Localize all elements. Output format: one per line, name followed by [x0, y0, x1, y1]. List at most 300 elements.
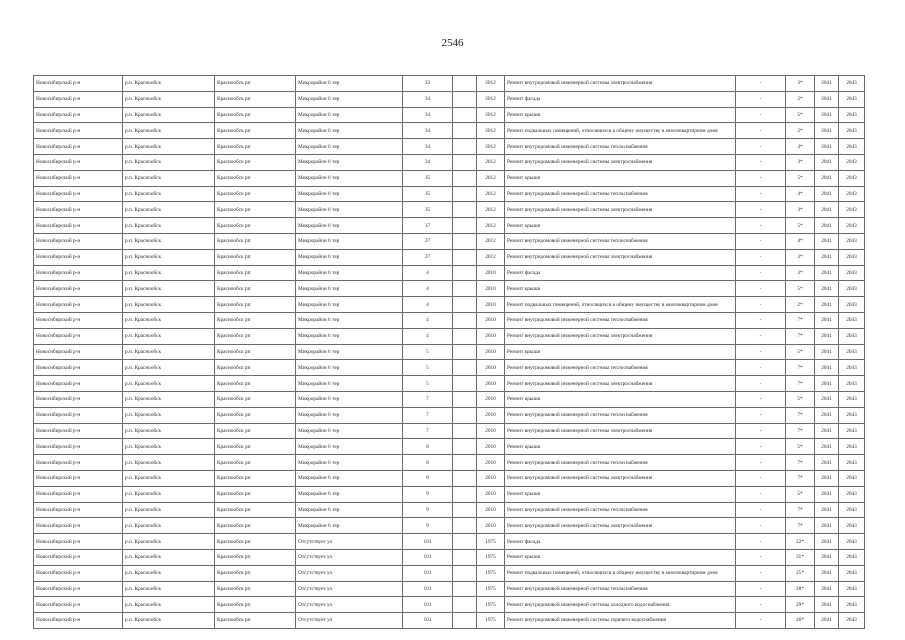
period-end-cell: 2043 [839, 233, 865, 249]
work-type-cell: Ремонт фасада [505, 534, 736, 550]
dash-cell: - [736, 186, 786, 202]
period-end-cell: 2043 [839, 360, 865, 376]
street-cell: Микрорайон 6 тер [296, 344, 403, 360]
period-end-cell: 2043 [839, 565, 865, 581]
table-row [34, 139, 865, 155]
work-type-cell: Ремонт внутридомовой инженерной системы холодного водоснабжения [505, 597, 736, 613]
settlement-cell: р.п. Краснообск [123, 581, 215, 597]
district-cell: Новосибирский р-н [34, 139, 123, 155]
settlement-cell: р.п. Краснообск [123, 597, 215, 613]
cost-cell: 5* [786, 439, 815, 455]
work-type-cell: Ремонт крыши [505, 107, 736, 123]
empty-cell [453, 297, 477, 313]
settlement-cell: р.п. Краснообск [123, 123, 215, 139]
cost-cell: 5* [786, 281, 815, 297]
district-cell: Новосибирский р-н [34, 265, 123, 281]
commission-year-cell: 1975 [477, 581, 505, 597]
empty-cell [453, 154, 477, 170]
commission-year-cell: 2012 [477, 107, 505, 123]
work-type-cell: Ремонт внутридомовой инженерной системы электроснабжения [505, 518, 736, 534]
cost-cell: 28* [786, 581, 815, 597]
cost-cell: 4* [786, 186, 815, 202]
table-row [34, 597, 865, 613]
period-start-cell: 2041 [815, 549, 839, 565]
locality-cell: Краснообск рп [215, 91, 296, 107]
period-start-cell: 2041 [815, 502, 839, 518]
work-type-cell: Ремонт подвальных помещений, относящихся к общему имуществу в многоквартирном доме [505, 565, 736, 581]
district-cell: Новосибирский р-н [34, 281, 123, 297]
cost-cell: 3* [786, 202, 815, 218]
settlement-cell: р.п. Краснообск [123, 170, 215, 186]
dash-cell: - [736, 233, 786, 249]
locality-cell: Краснообск рп [215, 581, 296, 597]
house-number-cell: 4 [403, 265, 453, 281]
table-row [34, 455, 865, 471]
work-type-cell: Ремонт внутридомовой инженерной системы теплоснабжения [505, 502, 736, 518]
commission-year-cell: 2010 [477, 312, 505, 328]
cost-cell: 7* [786, 407, 815, 423]
period-start-cell: 2041 [815, 249, 839, 265]
street-cell: Микрорайон 6 тер [296, 407, 403, 423]
capital-repair-table [33, 75, 865, 629]
district-cell: Новосибирский р-н [34, 328, 123, 344]
period-end-cell: 2043 [839, 423, 865, 439]
house-number-cell: 35 [403, 170, 453, 186]
settlement-cell: р.п. Краснообск [123, 391, 215, 407]
commission-year-cell: 1975 [477, 597, 505, 613]
district-cell: Новосибирский р-н [34, 407, 123, 423]
house-number-cell: 7 [403, 391, 453, 407]
table-row [34, 613, 865, 629]
table-row [34, 312, 865, 328]
period-end-cell: 2043 [839, 344, 865, 360]
commission-year-cell: 2010 [477, 518, 505, 534]
empty-cell [453, 486, 477, 502]
dash-cell: - [736, 139, 786, 155]
period-start-cell: 2041 [815, 107, 839, 123]
dash-cell: - [736, 328, 786, 344]
period-end-cell: 2043 [839, 76, 865, 92]
street-cell: Отсутствует ул [296, 565, 403, 581]
period-start-cell: 2041 [815, 202, 839, 218]
commission-year-cell: 2012 [477, 170, 505, 186]
empty-cell [453, 565, 477, 581]
house-number-cell: 9 [403, 518, 453, 534]
period-start-cell: 2041 [815, 376, 839, 392]
district-cell: Новосибирский р-н [34, 91, 123, 107]
period-end-cell: 2043 [839, 91, 865, 107]
cost-cell: 3* [786, 265, 815, 281]
cost-cell: 4* [786, 139, 815, 155]
period-end-cell: 2043 [839, 139, 865, 155]
period-start-cell: 2041 [815, 360, 839, 376]
district-cell: Новосибирский р-н [34, 312, 123, 328]
house-number-cell: 34 [403, 107, 453, 123]
settlement-cell: р.п. Краснообск [123, 613, 215, 629]
cost-cell: 7* [786, 470, 815, 486]
work-type-cell: Ремонт подвальных помещений, относящихся к общему имуществу в многоквартирном доме [505, 297, 736, 313]
table-row [34, 154, 865, 170]
house-number-cell: 35 [403, 186, 453, 202]
street-cell: Микрорайон 6 тер [296, 218, 403, 234]
empty-cell [453, 455, 477, 471]
work-type-cell: Ремонт внутридомовой инженерной системы теплоснабжения [505, 233, 736, 249]
commission-year-cell: 2010 [477, 486, 505, 502]
locality-cell: Краснообск рп [215, 534, 296, 550]
street-cell: Микрорайон 6 тер [296, 502, 403, 518]
district-cell: Новосибирский р-н [34, 455, 123, 471]
cost-cell: 7* [786, 455, 815, 471]
street-cell: Микрорайон 6 тер [296, 328, 403, 344]
settlement-cell: р.п. Краснообск [123, 154, 215, 170]
table-row [34, 391, 865, 407]
table-row [34, 76, 865, 92]
house-number-cell: 34 [403, 91, 453, 107]
settlement-cell: р.п. Краснообск [123, 186, 215, 202]
period-end-cell: 2043 [839, 107, 865, 123]
locality-cell: Краснообск рп [215, 502, 296, 518]
table-row [34, 486, 865, 502]
empty-cell [453, 344, 477, 360]
work-type-cell: Ремонт внутридомовой инженерной системы электроснабжения [505, 328, 736, 344]
street-cell: Отсутствует ул [296, 549, 403, 565]
empty-cell [453, 391, 477, 407]
settlement-cell: р.п. Краснообск [123, 407, 215, 423]
commission-year-cell: 2012 [477, 249, 505, 265]
cost-cell: 7* [786, 518, 815, 534]
empty-cell [453, 312, 477, 328]
period-end-cell: 2043 [839, 297, 865, 313]
cost-cell: 7* [786, 423, 815, 439]
empty-cell [453, 249, 477, 265]
district-cell: Новосибирский р-н [34, 534, 123, 550]
locality-cell: Краснообск рп [215, 297, 296, 313]
table-row [34, 328, 865, 344]
work-type-cell: Ремонт внутридомовой инженерной системы электроснабжения [505, 423, 736, 439]
cost-cell: 22* [786, 534, 815, 550]
empty-cell [453, 123, 477, 139]
street-cell: Микрорайон 6 тер [296, 76, 403, 92]
work-type-cell: Ремонт внутридомовой инженерной системы теплоснабжения [505, 407, 736, 423]
locality-cell: Краснообск рп [215, 312, 296, 328]
street-cell: Микрорайон 6 тер [296, 423, 403, 439]
house-number-cell: 7 [403, 423, 453, 439]
work-type-cell: Ремонт крыши [505, 391, 736, 407]
locality-cell: Краснообск рп [215, 439, 296, 455]
period-start-cell: 2041 [815, 534, 839, 550]
table-row [34, 439, 865, 455]
period-start-cell: 2041 [815, 407, 839, 423]
dash-cell: - [736, 154, 786, 170]
street-cell: Микрорайон 6 тер [296, 139, 403, 155]
dash-cell: - [736, 581, 786, 597]
settlement-cell: р.п. Краснообск [123, 360, 215, 376]
settlement-cell: р.п. Краснообск [123, 328, 215, 344]
table-row [34, 565, 865, 581]
locality-cell: Краснообск рп [215, 170, 296, 186]
empty-cell [453, 202, 477, 218]
empty-cell [453, 534, 477, 550]
work-type-cell: Ремонт внутридомовой инженерной системы горячего водоснабжения [505, 613, 736, 629]
table-row [34, 407, 865, 423]
cost-cell: 3* [786, 76, 815, 92]
street-cell: Микрорайон 6 тер [296, 107, 403, 123]
work-type-cell: Ремонт крыши [505, 549, 736, 565]
locality-cell: Краснообск рп [215, 565, 296, 581]
street-cell: Микрорайон 6 тер [296, 154, 403, 170]
period-start-cell: 2041 [815, 139, 839, 155]
house-number-cell: 4 [403, 281, 453, 297]
work-type-cell: Ремонт фасада [505, 91, 736, 107]
page-number: 2546 [441, 37, 464, 49]
locality-cell: Краснообск рп [215, 597, 296, 613]
commission-year-cell: 2010 [477, 265, 505, 281]
dash-cell: - [736, 455, 786, 471]
period-end-cell: 2043 [839, 186, 865, 202]
period-start-cell: 2041 [815, 170, 839, 186]
dash-cell: - [736, 376, 786, 392]
dash-cell: - [736, 534, 786, 550]
cost-cell: 7* [786, 312, 815, 328]
table-row [34, 123, 865, 139]
cost-cell: 7* [786, 328, 815, 344]
locality-cell: Краснообск рп [215, 107, 296, 123]
commission-year-cell: 2012 [477, 233, 505, 249]
period-start-cell: 2041 [815, 455, 839, 471]
locality-cell: Краснообск рп [215, 376, 296, 392]
dash-cell: - [736, 170, 786, 186]
period-end-cell: 2043 [839, 312, 865, 328]
period-start-cell: 2041 [815, 233, 839, 249]
house-number-cell: 8 [403, 455, 453, 471]
street-cell: Микрорайон 6 тер [296, 455, 403, 471]
commission-year-cell: 2010 [477, 391, 505, 407]
empty-cell [453, 328, 477, 344]
empty-cell [453, 423, 477, 439]
period-start-cell: 2041 [815, 76, 839, 92]
empty-cell [453, 76, 477, 92]
settlement-cell: р.п. Краснообск [123, 344, 215, 360]
settlement-cell: р.п. Краснообск [123, 233, 215, 249]
table-row [34, 297, 865, 313]
district-cell: Новосибирский р-н [34, 613, 123, 629]
house-number-cell: 4 [403, 328, 453, 344]
locality-cell: Краснообск рп [215, 265, 296, 281]
dash-cell: - [736, 107, 786, 123]
period-end-cell: 2043 [839, 407, 865, 423]
settlement-cell: р.п. Краснообск [123, 107, 215, 123]
settlement-cell: р.п. Краснообск [123, 486, 215, 502]
period-start-cell: 2041 [815, 328, 839, 344]
period-end-cell: 2043 [839, 202, 865, 218]
cost-cell: 2* [786, 297, 815, 313]
work-type-cell: Ремонт внутридомовой инженерной системы электроснабжения [505, 76, 736, 92]
locality-cell: Краснообск рп [215, 613, 296, 629]
cost-cell: 31* [786, 549, 815, 565]
locality-cell: Краснообск рп [215, 76, 296, 92]
cost-cell: 5* [786, 344, 815, 360]
cost-cell: 3* [786, 249, 815, 265]
dash-cell: - [736, 249, 786, 265]
street-cell: Микрорайон 6 тер [296, 360, 403, 376]
empty-cell [453, 360, 477, 376]
settlement-cell: р.п. Краснообск [123, 76, 215, 92]
work-type-cell: Ремонт внутридомовой инженерной системы электроснабжения [505, 202, 736, 218]
district-cell: Новосибирский р-н [34, 107, 123, 123]
empty-cell [453, 613, 477, 629]
commission-year-cell: 2012 [477, 202, 505, 218]
table-row [34, 281, 865, 297]
settlement-cell: р.п. Краснообск [123, 139, 215, 155]
house-number-cell: 101 [403, 565, 453, 581]
cost-cell: 2* [786, 123, 815, 139]
cost-cell: 7* [786, 376, 815, 392]
settlement-cell: р.п. Краснообск [123, 202, 215, 218]
empty-cell [453, 549, 477, 565]
period-end-cell: 2043 [839, 534, 865, 550]
house-number-cell: 101 [403, 549, 453, 565]
work-type-cell: Ремонт внутридомовой инженерной системы теплоснабжения [505, 360, 736, 376]
commission-year-cell: 2010 [477, 470, 505, 486]
house-number-cell: 37 [403, 249, 453, 265]
house-number-cell: 5 [403, 344, 453, 360]
commission-year-cell: 2012 [477, 76, 505, 92]
cost-cell: 7* [786, 502, 815, 518]
settlement-cell: р.п. Краснообск [123, 439, 215, 455]
period-start-cell: 2041 [815, 344, 839, 360]
cost-cell: 5* [786, 218, 815, 234]
empty-cell [453, 470, 477, 486]
district-cell: Новосибирский р-н [34, 391, 123, 407]
dash-cell: - [736, 613, 786, 629]
period-start-cell: 2041 [815, 265, 839, 281]
dash-cell: - [736, 391, 786, 407]
work-type-cell: Ремонт внутридомовой инженерной системы электроснабжения [505, 470, 736, 486]
commission-year-cell: 2010 [477, 328, 505, 344]
locality-cell: Краснообск рп [215, 423, 296, 439]
work-type-cell: Ремонт подвальных помещений, относящихся к общему имуществу в многоквартирном доме [505, 123, 736, 139]
commission-year-cell: 2010 [477, 423, 505, 439]
street-cell: Микрорайон 6 тер [296, 233, 403, 249]
work-type-cell: Ремонт крыши [505, 281, 736, 297]
commission-year-cell: 2010 [477, 439, 505, 455]
settlement-cell: р.п. Краснообск [123, 91, 215, 107]
table-row [34, 470, 865, 486]
dash-cell: - [736, 344, 786, 360]
empty-cell [453, 186, 477, 202]
district-cell: Новосибирский р-н [34, 376, 123, 392]
district-cell: Новосибирский р-н [34, 518, 123, 534]
settlement-cell: р.п. Краснообск [123, 265, 215, 281]
work-type-cell: Ремонт крыши [505, 486, 736, 502]
dash-cell: - [736, 423, 786, 439]
table-row [34, 218, 865, 234]
district-cell: Новосибирский р-н [34, 565, 123, 581]
period-end-cell: 2043 [839, 249, 865, 265]
table-body [34, 76, 865, 629]
period-start-cell: 2041 [815, 470, 839, 486]
period-end-cell: 2043 [839, 597, 865, 613]
table-row [34, 502, 865, 518]
work-type-cell: Ремонт внутридомовой инженерной системы теплоснабжения [505, 186, 736, 202]
dash-cell: - [736, 76, 786, 92]
period-end-cell: 2043 [839, 281, 865, 297]
district-cell: Новосибирский р-н [34, 581, 123, 597]
table-row [34, 581, 865, 597]
table-row [34, 249, 865, 265]
commission-year-cell: 2010 [477, 344, 505, 360]
house-number-cell: 101 [403, 534, 453, 550]
commission-year-cell: 2010 [477, 376, 505, 392]
locality-cell: Краснообск рп [215, 455, 296, 471]
locality-cell: Краснообск рп [215, 281, 296, 297]
locality-cell: Краснообск рп [215, 549, 296, 565]
period-end-cell: 2043 [839, 170, 865, 186]
period-end-cell: 2043 [839, 376, 865, 392]
commission-year-cell: 1975 [477, 534, 505, 550]
district-cell: Новосибирский р-н [34, 360, 123, 376]
period-end-cell: 2043 [839, 455, 865, 471]
empty-cell [453, 107, 477, 123]
street-cell: Микрорайон 6 тер [296, 391, 403, 407]
period-start-cell: 2041 [815, 281, 839, 297]
dash-cell: - [736, 297, 786, 313]
settlement-cell: р.п. Краснообск [123, 297, 215, 313]
dash-cell: - [736, 312, 786, 328]
house-number-cell: 37 [403, 233, 453, 249]
district-cell: Новосибирский р-н [34, 249, 123, 265]
period-end-cell: 2043 [839, 391, 865, 407]
period-end-cell: 2043 [839, 265, 865, 281]
cost-cell: 25* [786, 565, 815, 581]
dash-cell: - [736, 565, 786, 581]
locality-cell: Краснообск рп [215, 123, 296, 139]
period-end-cell: 2043 [839, 439, 865, 455]
work-type-cell: Ремонт крыши [505, 439, 736, 455]
work-type-cell: Ремонт крыши [505, 344, 736, 360]
work-type-cell: Ремонт фасада [505, 265, 736, 281]
empty-cell [453, 91, 477, 107]
settlement-cell: р.п. Краснообск [123, 470, 215, 486]
period-end-cell: 2043 [839, 613, 865, 629]
table-row [34, 534, 865, 550]
period-start-cell: 2041 [815, 613, 839, 629]
commission-year-cell: 1975 [477, 613, 505, 629]
work-type-cell: Ремонт внутридомовой инженерной системы теплоснабжения [505, 312, 736, 328]
house-number-cell: 37 [403, 218, 453, 234]
table-row [34, 186, 865, 202]
work-type-cell: Ремонт внутридомовой инженерной системы теплоснабжения [505, 455, 736, 471]
district-cell: Новосибирский р-н [34, 123, 123, 139]
period-start-cell: 2041 [815, 486, 839, 502]
settlement-cell: р.п. Краснообск [123, 423, 215, 439]
period-end-cell: 2043 [839, 502, 865, 518]
dash-cell: - [736, 486, 786, 502]
district-cell: Новосибирский р-н [34, 486, 123, 502]
period-start-cell: 2041 [815, 218, 839, 234]
street-cell: Микрорайон 6 тер [296, 439, 403, 455]
settlement-cell: р.п. Краснообск [123, 455, 215, 471]
district-cell: Новосибирский р-н [34, 76, 123, 92]
work-type-cell: Ремонт крыши [505, 170, 736, 186]
work-type-cell: Ремонт внутридомовой инженерной системы электроснабжения [505, 376, 736, 392]
dash-cell: - [736, 218, 786, 234]
commission-year-cell: 2012 [477, 154, 505, 170]
street-cell: Микрорайон 6 тер [296, 376, 403, 392]
work-type-cell: Ремонт внутридомовой инженерной системы теплоснабжения [505, 581, 736, 597]
locality-cell: Краснообск рп [215, 518, 296, 534]
district-cell: Новосибирский р-н [34, 233, 123, 249]
